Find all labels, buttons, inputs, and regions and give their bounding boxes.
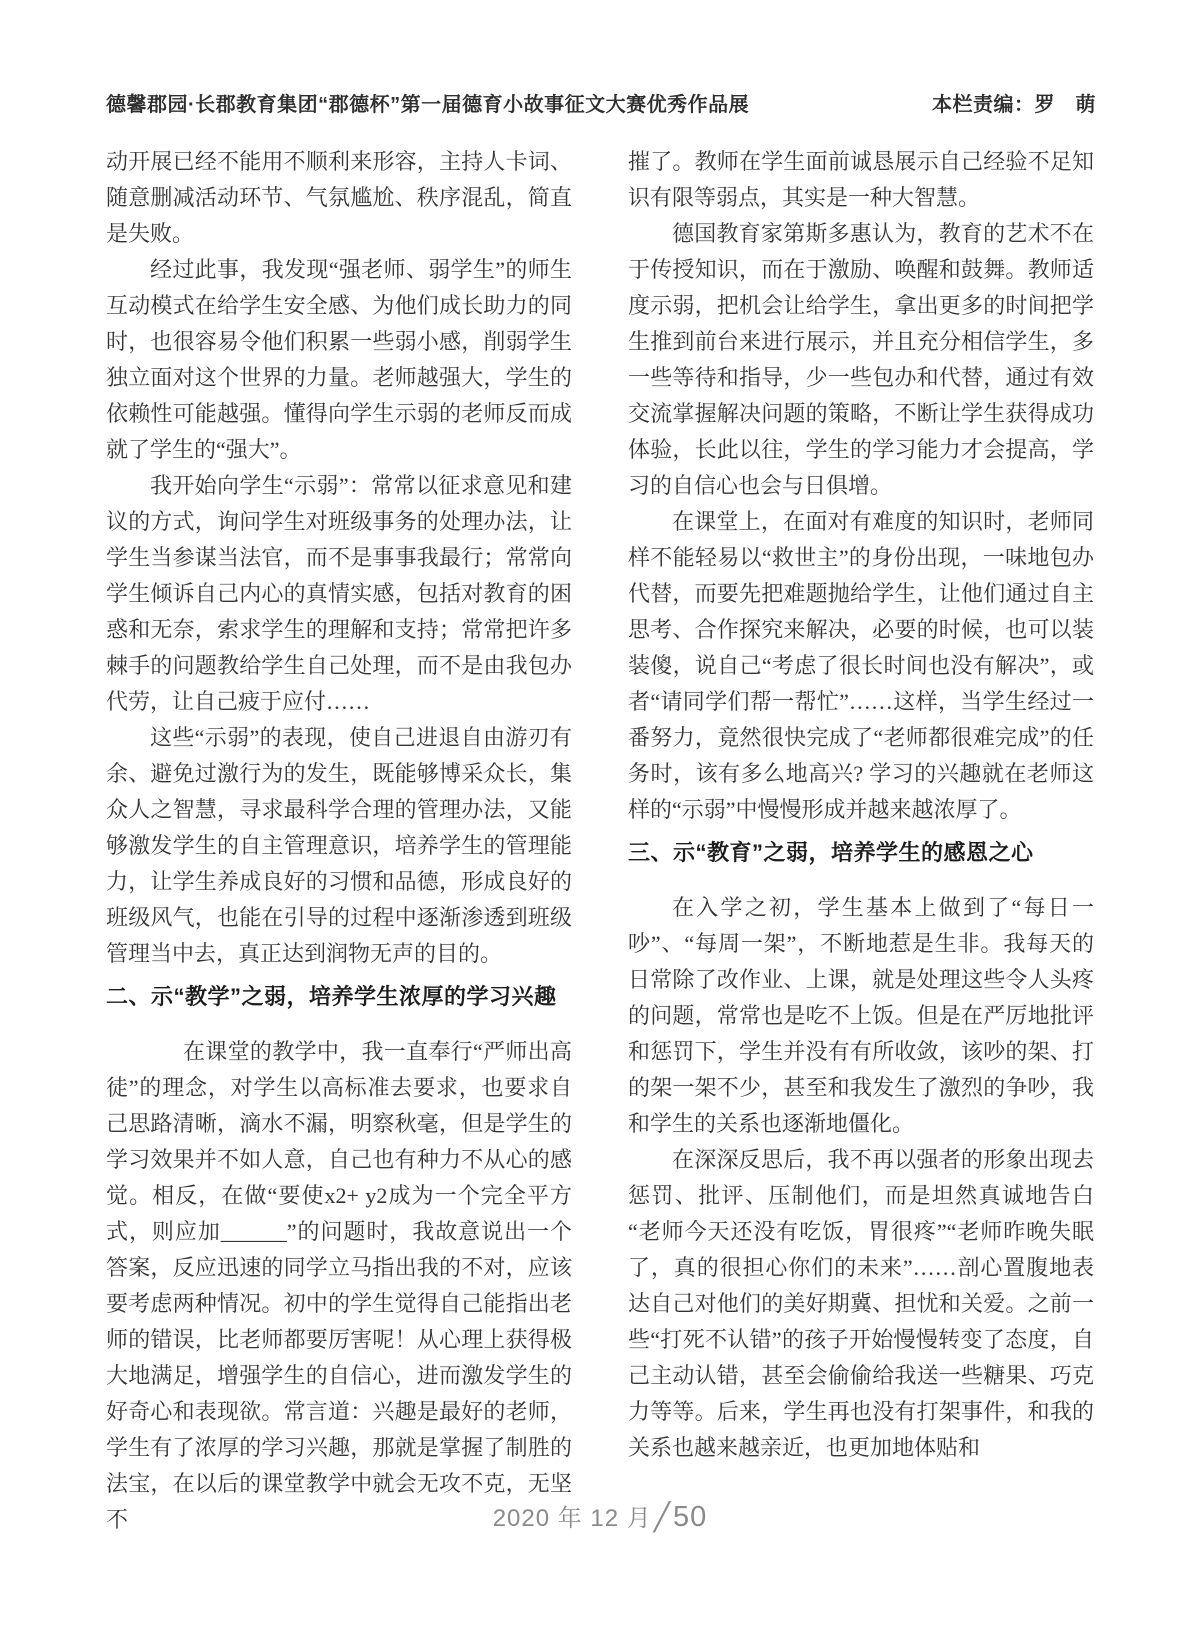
paragraph: 在入学之初，学生基本上做到了“每日一吵”、“每周一架”，不断地惹是生非。我每天的日常除了改作业、上课，就是处理这些令人头疼的问题，常常也是吃不上饭。但是在严厉地批评和惩罚下，学生并没有有所收敛，该吵的架、打的架一架不少，甚至和我发生了激烈的争吵，我和学生的关系也逐渐地僵化。 — [628, 895, 1094, 1136]
footer-date: 2020 年 12 月 — [492, 1505, 652, 1532]
paragraph: 我开始向学生“示弱”：常常以征求意见和建议的方式，询问学生对班级事务的处理办法，让学生当参谋当法官，而不是事事我最行；常常向学生倾诉自己内心的真情实感，包括对教育的困惑和无奈，索求学生的理解和支持；常常把许多棘手的问题教给学生自己处理，而不是由我包办代劳，让自己疲于应付…… — [106, 473, 572, 714]
paragraph: 德国教育家第斯多惠认为，教育的艺术不在于传授知识，而在于激励、唤醒和鼓舞。教师适度示弱，把机会让给学生，拿出更多的时间把学生推到前台来进行展示，并且充分相信学生，多一些等待和指导，少一些包办和代替，通过有效交流掌握解决问题的策略，不断让学生获得成功体验，长此以往，学生的学习能力才会提高，学习的自信心也会与日俱增。 — [628, 221, 1094, 498]
section-heading: 三、示“教育”之弱，培养学生的感恩之心 — [628, 840, 1034, 865]
page-footer — [0, 1498, 1200, 1534]
footer-page-number: 50 — [673, 1501, 708, 1533]
paragraph: 动开展已经不能用不顺利来形容，主持人卡词、随意删减活动环节、气氛尴尬、秩序混乱，简直是失败。 — [106, 149, 572, 246]
paragraph: 在课堂的教学中，我一直奉行“严师出高徒”的理念，对学生以高标准去要求，也要求自己思路清晰，滴水不漏，明察秋毫，但是学生的学习效果并不如人意，自己也有种力不从心的感觉。相反，在做“要使x2+ y2成为一个完全平方式，则应加______”的问题时，我故意说出一个答案，反应迅速的同学立马指出我的不对，应该要考虑两种情况。初中的学生觉得自己能指出老师的错误，比老师都要厉害呢！从心理上获得极大地满足，增强学生的自信心，进而激发学生的好奇心和表现欲。常言道：兴趣是最好的老师，学生有了浓厚的学习兴趣，那就是掌握了制胜的法宝，在以后的课堂教学中就会无攻不克，无坚不 — [106, 1039, 572, 1532]
column-left — [106, 144, 572, 1538]
page-header — [0, 0, 1200, 116]
paragraph: 摧了。教师在学生面前诚恳展示自己经验不足知识有限等弱点，其实是一种大智慧。 — [628, 149, 1094, 210]
article-body — [0, 116, 1200, 1538]
paragraph: 经过此事，我发现“强老师、弱学生”的师生互动模式在给学生安全感、为他们成长助力的同时，也很容易令他们积累一些弱小感，削弱学生独立面对这个世界的力量。老师越强大，学生的依赖性可能越强。懂得向学生示弱的老师反而成就了学生的“强大”。 — [106, 257, 572, 462]
header-editor-credit: 本栏责编：罗 萌 — [932, 94, 1096, 116]
paragraph: 这些“示弱”的表现，使自己进退自由游刃有余、避免过激行为的发生，既能够博采众长，集众人之智慧，寻求最科学合理的管理办法，又能够激发学生的自主管理意识，培养学生的管理能力，让学生养成良好的习惯和品德，形成良好的班级风气，也能在引导的过程中逐渐渗透到班级管理当中去，真正达到润物无声的目的。 — [106, 725, 572, 966]
footer-separator: ╱ — [653, 1502, 672, 1532]
paragraph: 在课堂上，在面对有难度的知识时，老师同样不能轻易以“救世主”的身份出现，一味地包办代替，而要先把难题抛给学生，让他们通过自主思考、合作探究来解决，必要的时候，也可以装装傻，说自己“考虑了很长时间也没有解决”，或者“请同学们帮一帮忙”……这样，当学生经过一番努力，竟然很快完成了“老师都很难完成”的任务时，该有多么地高兴? 学习的兴趣就在老师这样的“示弱”中慢慢形成并越来越浓厚了。 — [628, 509, 1094, 822]
column-right — [628, 144, 1094, 1538]
header-column-title: 德馨郡园·长郡教育集团“郡德杯”第一届德育小故事征文大赛优秀作品展 — [106, 94, 750, 116]
paragraph: 在深深反思后，我不再以强者的形象出现去惩罚、批评、压制他们，而是坦然真诚地告白“老师今天还没有吃饭，胃很疼”“老师昨晚失眠了，真的很担心你们的未来”……剖心置腹地表达自己对他们的美好期冀、担忧和关爱。之前一些“打死不认错”的孩子开始慢慢转变了态度，自己主动认错，甚至会偷偷给我送一些糖果、巧克力等等。后来，学生再也没有打架事件，和我的关系也越来越亲近，也更加地体贴和 — [628, 1147, 1094, 1460]
section-heading: 二、示“教学”之弱，培养学生浓厚的学习兴趣 — [106, 984, 557, 1009]
